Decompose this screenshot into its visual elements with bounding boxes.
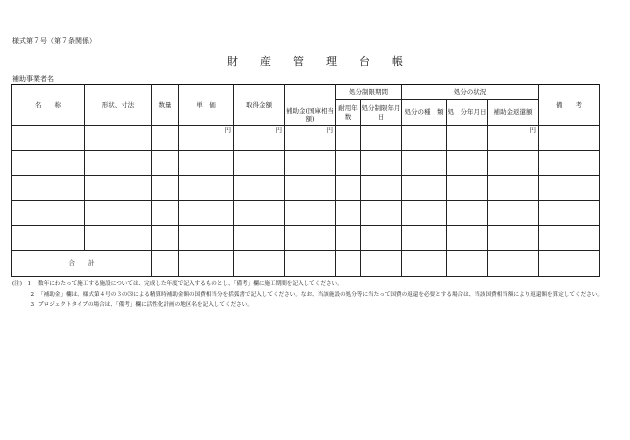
cell[interactable] (447, 176, 488, 201)
cell[interactable] (539, 201, 600, 226)
cell[interactable] (488, 226, 539, 251)
yen-unit: 円 (234, 126, 285, 151)
cell[interactable] (361, 251, 402, 277)
title-char: 台 (359, 55, 370, 68)
cell[interactable] (402, 251, 447, 277)
cell[interactable] (12, 226, 85, 251)
title-char: 産 (260, 55, 271, 68)
col-unit-price-header: 単 価 (179, 85, 234, 126)
cell[interactable] (234, 226, 285, 251)
cell[interactable] (447, 126, 488, 151)
cell[interactable] (12, 151, 85, 176)
cell[interactable] (402, 201, 447, 226)
cell[interactable] (85, 151, 152, 176)
notes (12, 279, 618, 311)
col-disposal-type-header: 処分の種 類 (402, 100, 447, 126)
cell[interactable] (447, 201, 488, 226)
cell[interactable] (447, 151, 488, 176)
cell[interactable] (539, 226, 600, 251)
table-row[interactable] (12, 151, 600, 176)
cell[interactable] (361, 201, 402, 226)
table-row[interactable] (12, 201, 600, 226)
cell[interactable] (152, 251, 179, 277)
page-title (0, 53, 630, 69)
cell[interactable] (85, 126, 152, 151)
cell[interactable] (152, 226, 179, 251)
cell[interactable] (447, 226, 488, 251)
note-marker: 2 (30, 291, 34, 298)
col-acquisition-header: 取得金額 (234, 85, 285, 126)
yen-unit: 円 (179, 126, 234, 151)
cell[interactable] (285, 201, 336, 226)
cell[interactable] (152, 176, 179, 201)
cell[interactable] (539, 126, 600, 151)
cell[interactable] (234, 251, 285, 277)
cell[interactable] (285, 251, 336, 277)
cell[interactable] (12, 201, 85, 226)
cell[interactable] (336, 251, 361, 277)
table-row[interactable] (12, 176, 600, 201)
title-char: 帳 (392, 55, 403, 68)
cell[interactable] (402, 176, 447, 201)
property-ledger-table (11, 84, 600, 277)
cell[interactable] (402, 151, 447, 176)
note-text: 数年にわたって施工する施設については、完成した年度で記入するものとし、「備考」欄に施工期間を記入してください。 (38, 281, 343, 287)
note-marker: (注) 1 (12, 281, 32, 287)
note-text: プロジェクトタイプの場合は、「備考」欄に活性化計画の地区名を記入してください。 (38, 302, 253, 308)
cell[interactable] (234, 151, 285, 176)
cell[interactable] (85, 226, 152, 251)
total-label: 合 計 (12, 251, 152, 277)
cell[interactable] (85, 201, 152, 226)
col-shape-header: 形状、寸法 (85, 85, 152, 126)
col-limit-period-header: 処分制限期間 (336, 85, 402, 100)
title-char: 財 (227, 55, 238, 68)
col-subsidy-return-header: 補助金返還額 (488, 100, 539, 126)
col-useful-years-header: 耐用年数 (336, 100, 361, 126)
cell[interactable] (285, 176, 336, 201)
table-row[interactable] (12, 226, 600, 251)
cell[interactable] (361, 226, 402, 251)
col-quantity-header: 数量 (152, 85, 179, 126)
note-marker: 3 (30, 302, 34, 308)
note-item (12, 279, 618, 290)
cell[interactable] (336, 126, 361, 151)
yen-unit: 円 (488, 126, 539, 151)
col-remarks-header: 備 考 (539, 85, 600, 126)
cell[interactable] (488, 176, 539, 201)
header-row (12, 85, 600, 100)
cell[interactable] (179, 176, 234, 201)
cell[interactable] (12, 176, 85, 201)
cell[interactable] (361, 176, 402, 201)
cell[interactable] (361, 151, 402, 176)
cell[interactable] (152, 151, 179, 176)
cell[interactable] (336, 151, 361, 176)
col-disposal-date-header: 処 分年月日 (447, 100, 488, 126)
col-status-header: 処分の状況 (402, 85, 539, 100)
yen-unit: 円 (285, 126, 336, 151)
cell[interactable] (152, 126, 179, 151)
cell[interactable] (12, 126, 85, 151)
cell[interactable] (234, 176, 285, 201)
cell[interactable] (85, 176, 152, 201)
cell[interactable] (539, 251, 600, 277)
note-text: 「補助金」欄は、様式第４号の３の⑶による精算時補助金額の国費相当分を括弧書で記入してください。なお、当該施設の処分等に当たって国費の返還を必要とする場合は、当該国費相当額により返還額を算定してください。 (38, 291, 603, 298)
cell[interactable] (234, 201, 285, 226)
cell[interactable] (488, 251, 539, 277)
cell[interactable] (539, 176, 600, 201)
cell[interactable] (488, 201, 539, 226)
cell[interactable] (336, 226, 361, 251)
col-name-header: 名 称 (12, 85, 85, 126)
cell[interactable] (447, 251, 488, 277)
total-row[interactable] (12, 251, 600, 277)
cell[interactable] (152, 201, 179, 226)
table-row[interactable] (12, 126, 600, 151)
business-name-label: 補助事業者名 (12, 75, 54, 83)
cell[interactable] (285, 226, 336, 251)
cell[interactable] (336, 201, 361, 226)
cell[interactable] (402, 226, 447, 251)
note-item (12, 300, 618, 311)
cell[interactable] (179, 201, 234, 226)
cell[interactable] (179, 151, 234, 176)
col-subsidy-national-header: 補助金(国庫相当額) (285, 85, 336, 126)
title-char: 管 (293, 55, 304, 68)
cell[interactable] (336, 176, 361, 201)
cell[interactable] (361, 126, 402, 151)
cell[interactable] (488, 151, 539, 176)
form-number: 様式第７号（第７条関係） (12, 37, 96, 45)
cell[interactable] (402, 126, 447, 151)
cell[interactable] (179, 251, 234, 277)
title-char: 理 (326, 55, 337, 68)
note-item (12, 290, 618, 301)
cell[interactable] (179, 226, 234, 251)
col-limit-date-header: 処分制限年月日 (361, 100, 402, 126)
cell[interactable] (285, 151, 336, 176)
cell[interactable] (539, 151, 600, 176)
